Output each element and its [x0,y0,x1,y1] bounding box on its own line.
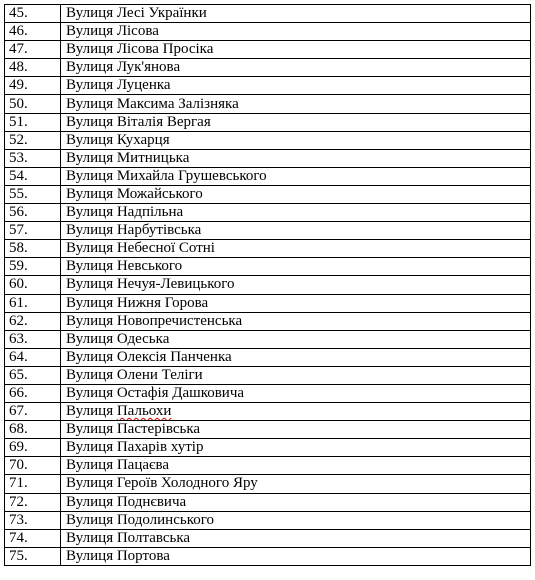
table-row [5,475,531,493]
street-name: Вулиця Надпільна [61,204,531,222]
row-number: 45. [5,5,61,23]
row-number: 74. [5,529,61,547]
table-row [5,23,531,41]
row-number: 58. [5,240,61,258]
street-name: Вулиця Лісова [61,23,531,41]
row-number: 46. [5,23,61,41]
table-row [5,113,531,131]
street-name: Вулиця Можайського [61,185,531,203]
row-number: 68. [5,421,61,439]
street-name: Вулиця Олексія Панченка [61,348,531,366]
row-number: 66. [5,384,61,402]
row-number: 62. [5,312,61,330]
street-name: Вулиця Полтавська [61,529,531,547]
row-number: 59. [5,258,61,276]
row-number: 69. [5,439,61,457]
street-name: Вулиця Небесної Сотні [61,240,531,258]
street-name: Вулиця Подолинського [61,511,531,529]
table-row [5,348,531,366]
street-name: Вулиця Луценка [61,77,531,95]
table-row [5,384,531,402]
street-name: Вулиця Героїв Холодного Яру [61,475,531,493]
street-name: Вулиця Новопречистенська [61,312,531,330]
row-number: 64. [5,348,61,366]
row-number: 51. [5,113,61,131]
table-row [5,294,531,312]
street-name: Вулиця Невського [61,258,531,276]
spellcheck-mark: Пальохи [116,403,172,420]
street-name: Вулиця Пацаєва [61,457,531,475]
street-name: Вулиця Олени Теліги [61,366,531,384]
street-name: Вулиця Портова [61,547,531,565]
table-row [5,276,531,294]
street-name: Вулиця Одеська [61,330,531,348]
street-name: Вулиця Михайла Грушевського [61,167,531,185]
street-name: Вулиця Пальохи [61,403,531,421]
table-row [5,493,531,511]
street-name: Вулиця Остафія Дашковича [61,384,531,402]
table-row [5,77,531,95]
street-name: Вулиця Нечуя-Левицького [61,276,531,294]
table-row [5,204,531,222]
table-row [5,5,531,23]
row-number: 55. [5,185,61,203]
row-number: 60. [5,276,61,294]
table-row [5,511,531,529]
street-name: Вулиця Віталія Вергая [61,113,531,131]
table-row [5,439,531,457]
table-row [5,59,531,77]
table-row [5,185,531,203]
row-number: 73. [5,511,61,529]
street-name: Вулиця Максима Залізняка [61,95,531,113]
row-number: 63. [5,330,61,348]
row-number: 75. [5,547,61,565]
table-row [5,222,531,240]
street-name: Вулиця Кухарця [61,131,531,149]
table-row [5,403,531,421]
street-name: Вулиця Нарбутівська [61,222,531,240]
street-name: Вулиця Лук'янова [61,59,531,77]
row-number: 56. [5,204,61,222]
table-row [5,421,531,439]
row-number: 67. [5,403,61,421]
row-number: 47. [5,41,61,59]
street-name: Вулиця Митницька [61,149,531,167]
street-list-body [5,5,531,566]
row-number: 57. [5,222,61,240]
table-row [5,95,531,113]
row-number: 65. [5,366,61,384]
row-number: 72. [5,493,61,511]
table-row [5,330,531,348]
row-number: 54. [5,167,61,185]
table-row [5,41,531,59]
table-row [5,312,531,330]
street-name: Вулиця Нижня Горова [61,294,531,312]
row-number: 71. [5,475,61,493]
table-row [5,547,531,565]
row-number: 70. [5,457,61,475]
row-number: 50. [5,95,61,113]
row-number: 49. [5,77,61,95]
table-row [5,529,531,547]
table-row [5,258,531,276]
street-name: Вулиця Лесі Українки [61,5,531,23]
street-name: Вулиця Пастерівська [61,421,531,439]
street-name: Вулиця Лісова Просіка [61,41,531,59]
street-name: Вулиця Поднєвича [61,493,531,511]
table-row [5,167,531,185]
street-list-table [4,4,531,566]
table-row [5,149,531,167]
row-number: 52. [5,131,61,149]
table-row [5,131,531,149]
row-number: 48. [5,59,61,77]
table-row [5,457,531,475]
table-row [5,240,531,258]
row-number: 53. [5,149,61,167]
row-number: 61. [5,294,61,312]
table-row [5,366,531,384]
street-name: Вулиця Пахарів хутір [61,439,531,457]
